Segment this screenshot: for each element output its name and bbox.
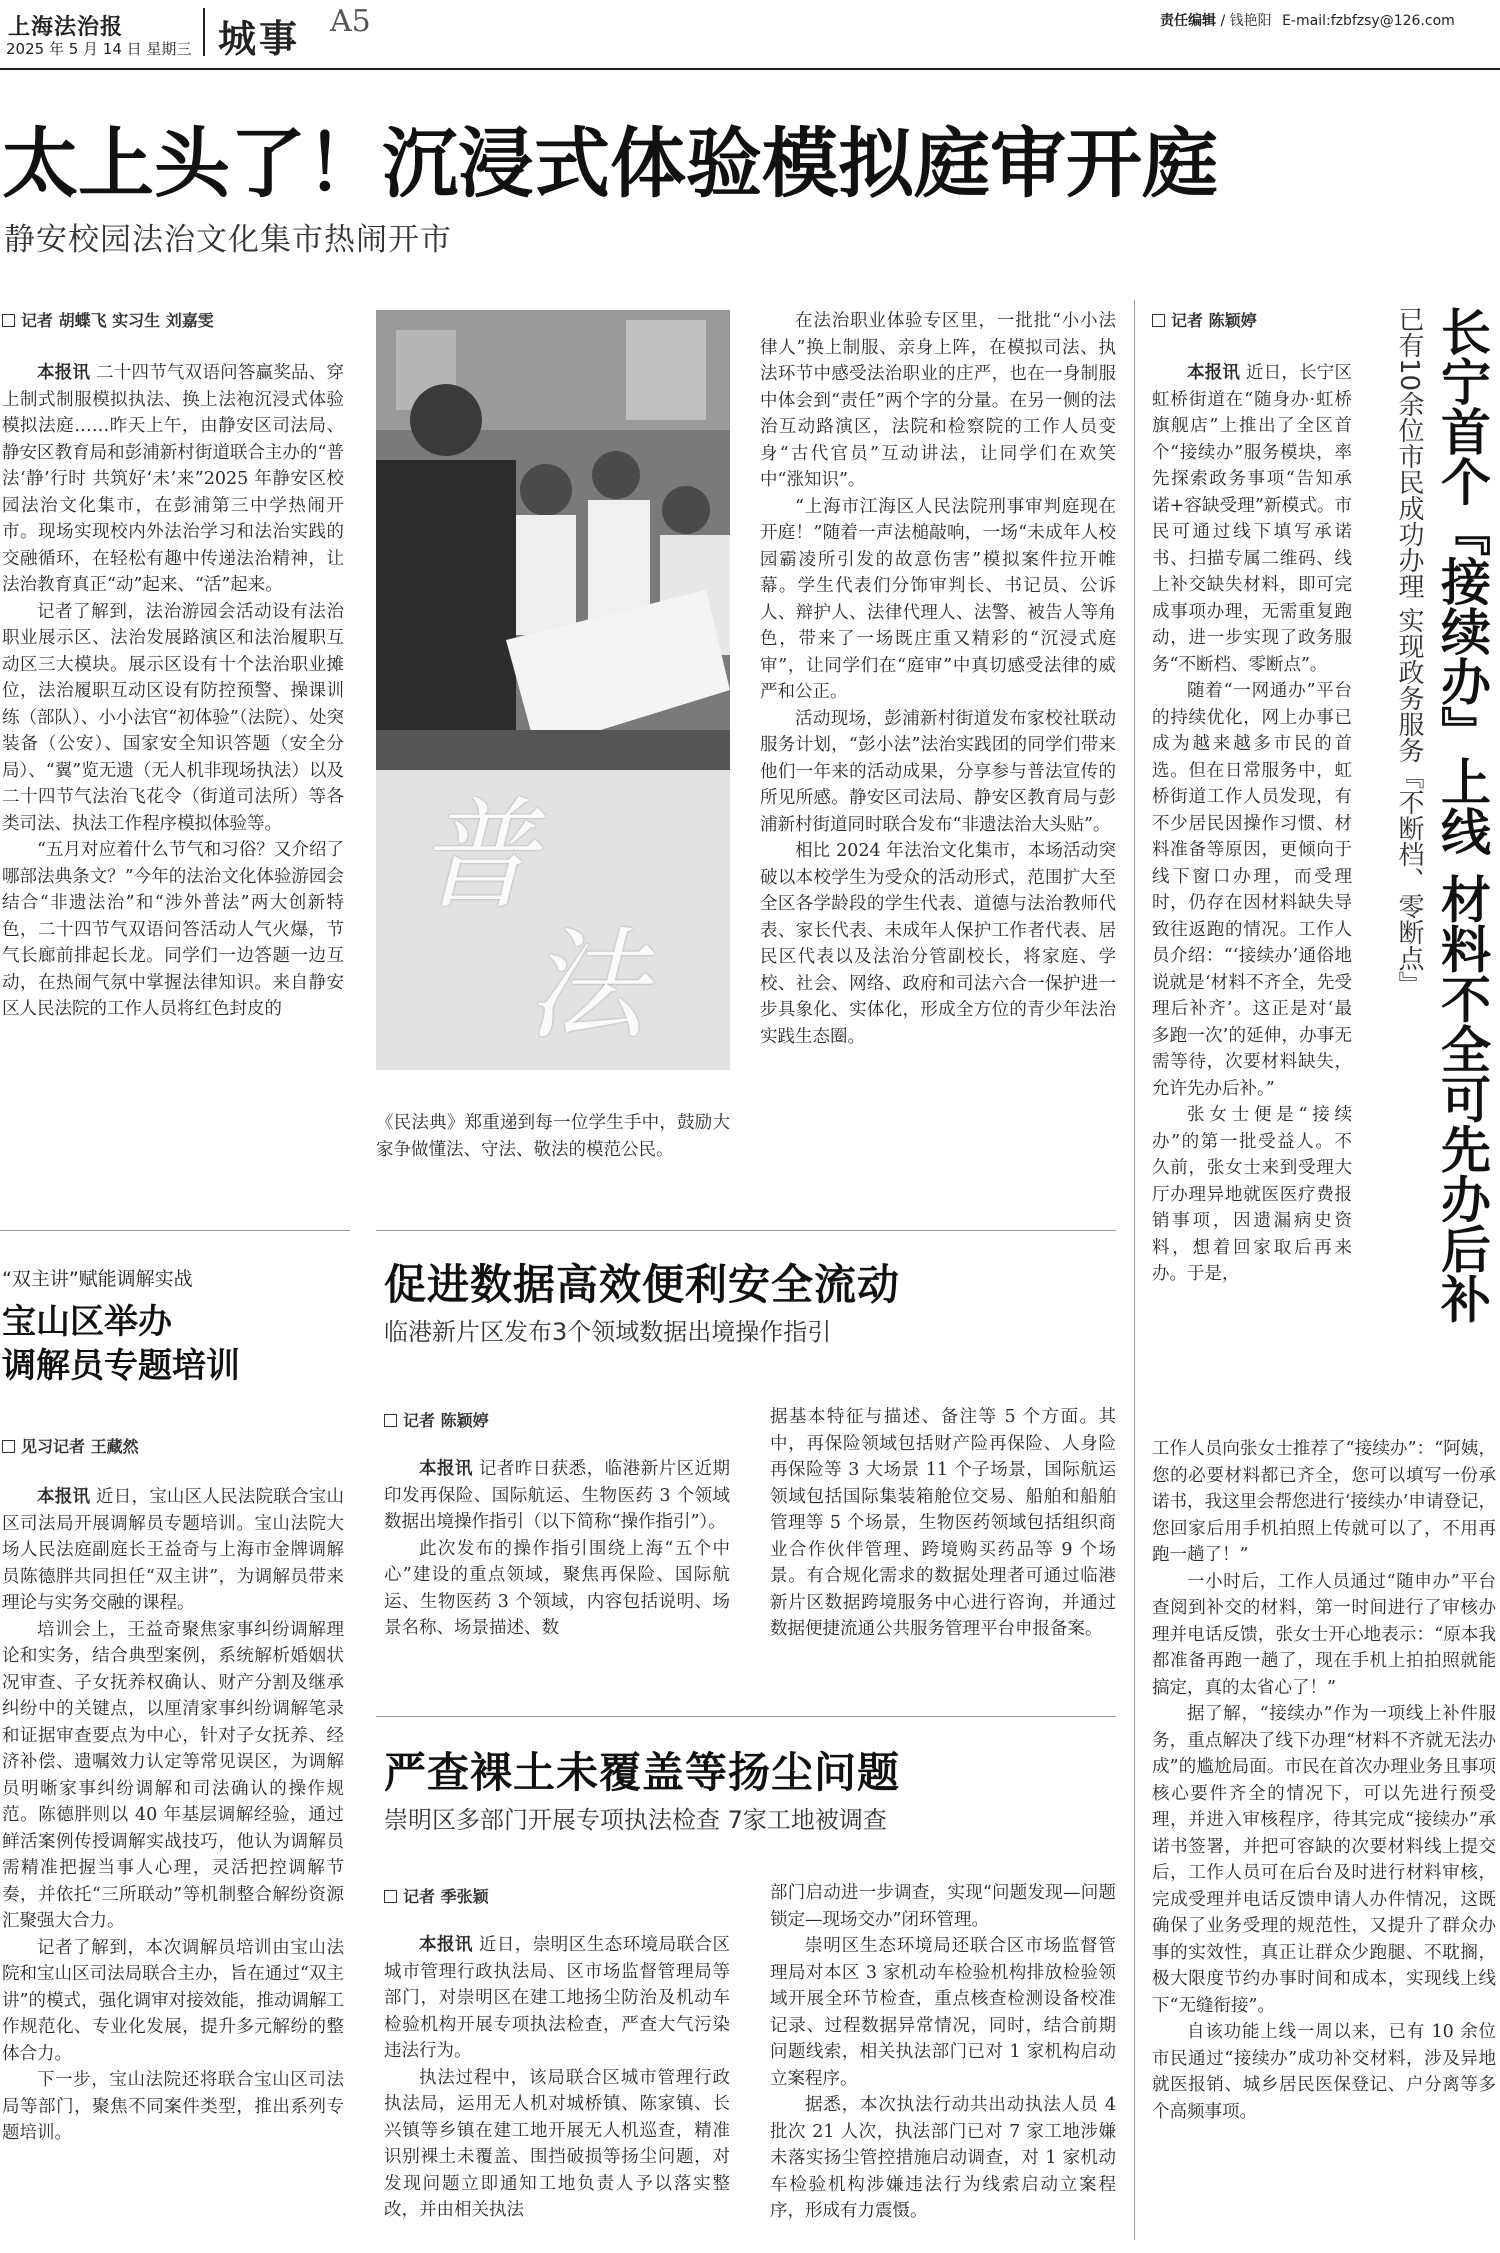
changning-byline-text: 记者 陈颖婷 <box>1171 311 1257 330</box>
main-byline-text: 记者 胡蝶飞 实习生 刘嘉雯 <box>21 311 214 330</box>
byline-box-icon <box>2 314 15 327</box>
chongming-headline: 严查裸土未覆盖等扬尘问题 <box>384 1748 901 1797</box>
baoshan-column <box>2 1484 344 2147</box>
baoshan-para-4: 下一步，宝山法院还将联合宝山区司法局等部门，聚焦不同案件类型，推出系列专题培训。 <box>2 2070 344 2143</box>
changning-para-1: 本报讯 近日，长宁区虹桥街道在“随身办·虹桥旗舰店”上推出了全区首个“接续办”服务模块，率先探索政务事项“告知承诺+容缺受理”新模式。市民可通过线下填写承诺书、扫描专属二维码、线上补交缺失材料，即可完成事项办理，无需重复跑动，进一步实现了政务服务“不断档、零断点”。 <box>1152 363 1353 675</box>
photo-caption-char-2: 法 <box>526 917 646 1056</box>
editor-info <box>1160 10 1455 30</box>
chongming-byline-text: 记者 季张颖 <box>403 1887 489 1906</box>
baoshan-headline-1: 宝山区举办 <box>2 1302 172 1342</box>
newspaper-logo: 上海法治报 <box>8 14 124 40</box>
changning-para-6: 据了解，“接续办”作为一项线上补件服务，重点解决了线下办理“材料不齐就无法办成”的尴尬局面。市民在首次办理业务且事项核心要件齐全的情况下，可以先进行预受理，并进入审核程序，待其完成“接续办”承诺书签署，并把可容缺的次要材料线上提交后，工作人员可在后台及时进行材料审核，完成受理并电话反馈申请人办件情况，这既确保了业务受理的规范性，又提升了群众办事的实效性，真正让群众少跑腿、不耽搁，极大限度节约办事时间和成本，实现线上线下“无缝衔接”。 <box>1152 1704 1496 2016</box>
lingang-byline <box>384 1408 489 1431</box>
changning-para-4: 工作人员向张女士推荐了“接续办”：“阿姨，您的必要材料都已齐全，您可以填写一份承诺书，我这里会帮您进行‘接续办’申请登记，您回家后用手机拍照上传就可以了，不用再跑一趟了！” <box>1152 1439 1496 1565</box>
baoshan-para-1: 本报讯 近日，宝山区人民法院联合宝山区司法局开展调解员专题培训。宝山法院大场人民法庭副庭长王益奇与上海市金牌调解员陈德胖共同担任“双主讲”，为调解员带来理论与实务交融的课程。 <box>2 1487 345 1613</box>
baoshan-kicker: “双主讲”赋能调解实战 <box>2 1268 193 1290</box>
changning-headline: 长宁首个『接续办』上线 材料不全可先办后补 <box>1433 306 1492 1324</box>
changning-byline <box>1152 308 1257 331</box>
changning-para-5: 一小时后，工作人员通过“随申办”平台查阅到补交的材料，第一时间进行了审核办理并电话反馈，张女士开心地表示：“原本我都准备再跑一趟了，现在手机上拍拍照就能搞定，真的太省心了！” <box>1152 1571 1496 1698</box>
chongming-byline <box>384 1884 489 1907</box>
masthead <box>0 0 1500 72</box>
main-subhead: 静安校园法治文化集市热闹开市 <box>4 222 452 258</box>
chongming-para-2: 执法过程中，该局联合区城市管理行政执法局，运用无人机对城桥镇、陈家镇、长兴镇等乡镇在建工地开展无人机巡查，精准识别裸土未覆盖、围挡破损等扬尘问题，对发现问题立即通知工地负责人予以落实整改，并由相关执法 <box>384 2067 730 2220</box>
section-name: 城事 <box>218 16 301 61</box>
lingang-byline-text: 记者 陈颖婷 <box>403 1411 489 1430</box>
chongming-column-1 <box>384 1932 730 2224</box>
main-para-4: 《民法典》郑重递到每一位学生手中，鼓励大家争做懂法、守法、敬法的模范公民。 <box>376 1113 730 1160</box>
main-headline: 太上头了！沉浸式体验模拟庭审开庭 <box>2 119 1218 208</box>
byline-box-icon <box>2 1440 15 1453</box>
byline-box-icon <box>1152 314 1165 327</box>
changning-subhead: 已有10余位市民成功办理 实现政务服务『不断档、零断点』 <box>1394 306 1424 998</box>
main-para-8: 相比 2024 年法治文化集市，本场活动突破以本校学生为受众的活动形式，范围扩大至全区各学龄段的学生代表、道德与法治教师代表、家长代表、未成年人保护工作者代表、居民区代表以及法治分管副校长，将家庭、学校、社会、网络、政府和司法六合一保护进一步具象化、实体化，形成全方位的青少年法治实践生态圈。 <box>760 841 1116 1047</box>
main-photo <box>376 310 730 1070</box>
section-divider-left <box>0 1230 350 1231</box>
issue-date: 2025 年 5 月 14 日 星期三 <box>6 40 192 58</box>
changning-para-3: 张女士便是“接续办”的第一批受益人。不久前，张女士来到受理大厅办理异地就医医疗费报销事项，因遗漏病史资料，想着回家取后再来办。于是， <box>1152 1105 1352 1284</box>
main-para-3: “五月对应着什么节气和习俗？又介绍了哪部法典条文？”今年的法治文化体验游园会结合“非遗法治”和“涉外普法”两大创新特色，二十四节气双语问答活动人气火爆，节气长廊前排起长龙。同学们一边答题一边互动，在热闹气氛中掌握法律知识。来自静安区人民法院的工作人员将红色封皮的 <box>2 840 344 1019</box>
main-para-7: 活动现场，彭浦新村街道发布家校社联动服务计划，“彭小法”法治实践团的同学们带来他们一年来的活动成果，分享参与普法宣传的所见所感。静安区司法局、静安区教育局与彭浦新村街道同时联合发布“非遗法治大头贴”。 <box>760 708 1116 835</box>
main-column-1 <box>2 360 344 1023</box>
masthead-divider <box>203 8 205 56</box>
masthead-rule <box>0 68 1500 70</box>
baoshan-headline-2: 调解员专题培训 <box>2 1346 240 1386</box>
main-column-3 <box>760 308 1116 1050</box>
main-para-5: 在法治职业体验专区里，一批批“小小法律人”换上制服、亲身上阵，在模拟司法、执法环节中感受法治职业的庄严，也在一身制服中体会到“责任”两个字的分量。在另一侧的法治互动路演区，法院和检察院的工作人员变身“古代官员”互动讲法，让同学们在欢笑中“涨知识”。 <box>760 311 1116 490</box>
main-para-1: 本报讯 二十四节气双语问答赢奖品、穿上制式制服模拟执法、换上法袍沉浸式体验模拟法庭……昨天上午，由静安区司法局、静安区教育局和彭浦新村街道联合主办的“普法‘静’行时 共筑好‘未’来”2025 年静安区校园法治文化集市，在彭浦第三中学热闹开市。现场实现校内外法治学习和法治实践的交融循环，在轻松有趣中传递法治精神，让法治教育真正“动”起来、“活”起来。 <box>2 363 345 595</box>
page-number: A5 <box>330 4 371 39</box>
main-byline <box>2 308 214 331</box>
section-divider-center-2 <box>376 1716 1116 1717</box>
lingang-para-1: 本报讯 记者昨日获悉，临港新片区近期印发再保险、国际航运、生物医药 3 个领域数据出境操作指引（以下简称“操作指引”）。 <box>384 1459 731 1532</box>
editor-label: 责任编辑 <box>1160 13 1216 29</box>
changning-para-2: 随着“一网通办”平台的持续优化，网上办事已成为越来越多市民的首选。但在日常服务中，虹桥街道工作人员发现，有不少居民因操作习惯、材料准备等原因，更倾向于线下窗口办理，而受理时，仍存在因材料缺失导致往返跑的情况。工作人员介绍：“‘接续办’通俗地说就是‘材料不齐全，先受理后补齐’。这正是对‘最多跑一次’的延伸，办事无需等待，次要材料缺失，允许先办后补。” <box>1152 681 1352 1099</box>
section-divider-center <box>376 1230 1116 1231</box>
chongming-para-3: 部门启动进一步调查，实现“问题发现—问题锁定—现场交办”闭环管理。 <box>770 1883 1116 1930</box>
editor-email: E-mail:fzbfzsy@126.com <box>1282 13 1455 29</box>
chongming-para-1: 本报讯 近日，崇明区生态环境局联合区城市管理行政执法局、区市场监督管理局等部门，对崇明区在建工地扬尘防治及机动车检验机构开展专项执法检查，严查大气污染违法行为。 <box>384 1935 731 2061</box>
baoshan-byline <box>2 1434 139 1457</box>
lingang-para-3: 据基本特征与描述、备注等 5 个方面。其中，再保险领域包括财产险再保险、人身险再保险等 3 大场景 11 个子场景，国际航运领域包括国际集装箱舱位交易、船舶和船舶管理等 5 个场景，生物医药领域包括组织商业合作伙伴管理、跨境购买药品等 9 个场景。有合规化需求的数据处理者可通过临港新片区数据跨境服务中心进行咨询，并通过数据便捷流通公共服务管理平台申报备案。 <box>770 1407 1116 1639</box>
main-para-2: 记者了解到，法治游园会活动设有法治职业展示区、法治发展路演区和法治履职互动区三大模块。展示区设有十个法治职业摊位，法治履职互动区设有防控预警、操课训练（部队）、小小法官“初体验”（法院）、处突装备（公安）、国家安全知识答题（安全分局）、“翼”览无遗（无人机非现场执法）以及二十四节气法治飞花令（街道司法所）等各类司法、执法工作程序模拟体验等。 <box>2 601 344 834</box>
photo-caption-char-1: 普 <box>416 787 536 926</box>
lingang-column-2 <box>770 1404 1116 1643</box>
lingang-subhead: 临港新片区发布3个领域数据出境操作指引 <box>384 1318 832 1346</box>
changning-column-wide <box>1152 1436 1496 2125</box>
lingang-headline: 促进数据高效便利安全流动 <box>384 1260 901 1309</box>
byline-box-icon <box>384 1890 397 1903</box>
byline-box-icon <box>384 1414 397 1427</box>
changning-divider <box>1134 300 1135 2240</box>
chongming-subhead: 崇明区多部门开展专项执法检查 7家工地被调查 <box>384 1806 887 1834</box>
chongming-para-4: 崇明区生态环境局还联合区市场监督管理局对本区 3 家机动车检验机构排放检验领域开展全环节检查，重点核查检测设备校准记录、过程数据异常情况，同时，结合前期问题线索，相关执法部门已对 1 家机构启动立案程序。 <box>770 1936 1116 2089</box>
baoshan-para-3: 记者了解到，本次调解员培训由宝山法院和宝山区司法局联合主办，旨在通过“双主讲”的模式，强化调审对接效能，推动调解工作规范化、专业化发展，提升多元解纷的整体合力。 <box>2 1937 344 2064</box>
chongming-para-5: 据悉，本次执法行动共出动执法人员 4 批次 21 人次，执法部门已对 7 家工地涉嫌未落实扬尘管控措施启动调查，对 1 家机动车检验机构涉嫌违法行为线索启动立案程序，形成有力震慑。 <box>770 2095 1116 2221</box>
baoshan-para-2: 培训会上，王益奇聚焦家事纠纷调解理论和实务，结合典型案例，系统解析婚姻状况审查、子女抚养权确认、财产分割及继承纠纷中的关键点，以厘清家事纠纷调解笔录和证据审查要点为中心，针对子女抚养、经济补偿、遗嘱效力认定等常见误区，为调解员明晰家事纠纷调解和司法确认的操作规范。陈德胖则以 40 年基层调解经验，通过鲜活案例传授调解实战技巧，他认为调解员需精准把握当事人心理，灵活把控调解节奏，并依托“三所联动”等机制整合解纷资源汇聚强大合力。 <box>2 1619 344 1931</box>
main-column-2 <box>376 1110 730 1163</box>
lingang-para-2: 此次发布的操作指引围绕上海“五个中心”建设的重点领域，聚焦再保险、国际航运、生物医药 3 个领域，内容包括说明、场景名称、场景描述、数 <box>384 1538 730 1638</box>
baoshan-byline-text: 见习记者 王藏然 <box>21 1437 139 1456</box>
editor-name: / 钱艳阳 <box>1220 13 1272 29</box>
chongming-column-2 <box>770 1880 1116 2225</box>
changning-column-narrow <box>1152 360 1352 1288</box>
lingang-column-1 <box>384 1456 730 1642</box>
changning-para-7: 自该功能上线一周以来，已有 10 余位市民通过“接续办”成功补交材料，涉及异地就医报销、城乡居民医保登记、户分离等多个高频事项。 <box>1152 2022 1496 2122</box>
main-para-6: “上海市江海区人民法院刑事审判庭现在开庭！”随着一声法槌敲响，一场“未成年人校园霸凌所引发的故意伤害”模拟案件拉开帷幕。学生代表们分饰审判长、书记员、公诉人、辩护人、法律代理人、法警、被告人等角色，带来了一场既庄重又精彩的“沉浸式庭审”，让同学们在“庭审”中真切感受法律的威严和公正。 <box>760 496 1116 702</box>
